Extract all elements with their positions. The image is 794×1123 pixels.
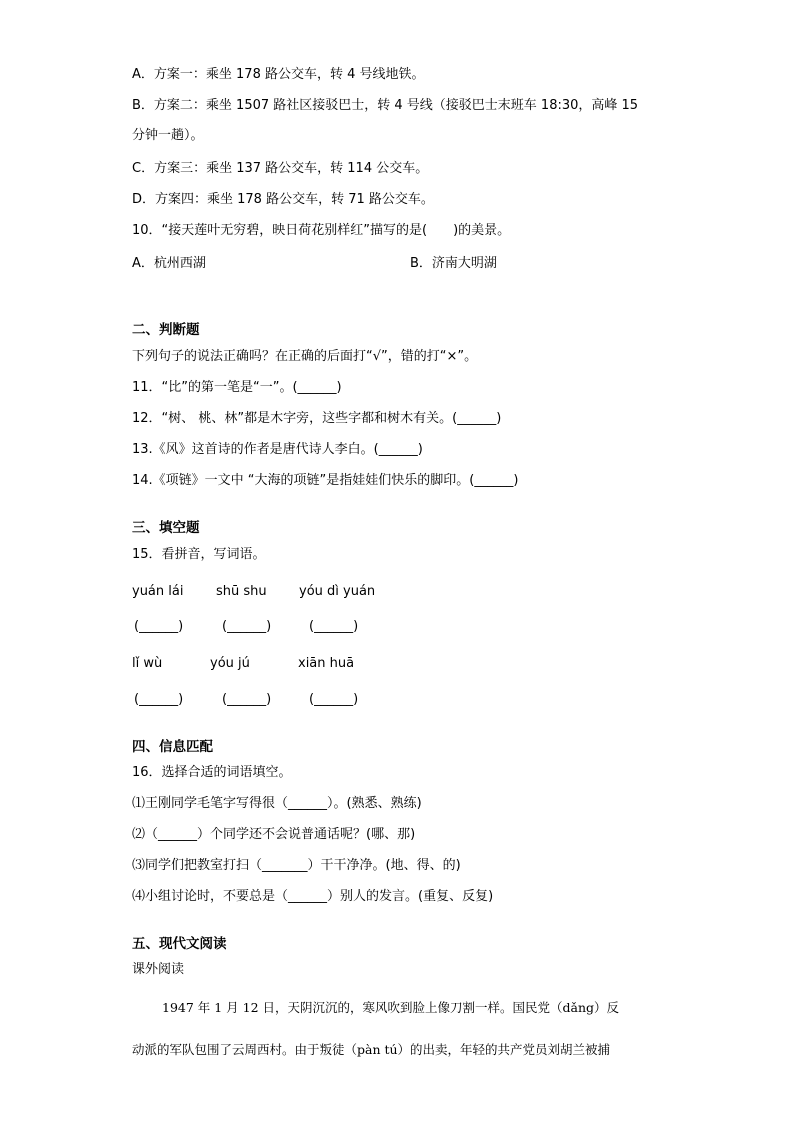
question-15: 15．看拼音，写词语。 bbox=[132, 547, 266, 562]
q10-option-a: A．杭州西湖 bbox=[132, 256, 206, 271]
answer-blank[interactable]: (______) bbox=[222, 619, 272, 634]
question-16-2: ⑵（______）个同学还不会说普通话呢？(哪、那) bbox=[132, 827, 416, 842]
option-a: A．方案一：乘坐 178 路公交车，转 4 号线地铁。 bbox=[132, 67, 425, 82]
section-3-heading: 三、填空题 bbox=[132, 520, 200, 536]
pinyin-item: xiān huā bbox=[298, 656, 355, 671]
pinyin-item: yóu jú bbox=[210, 656, 250, 671]
question-13: 13.《风》这首诗的作者是唐代诗人李白。(______) bbox=[132, 442, 423, 457]
answer-blank[interactable]: (______) bbox=[134, 619, 184, 634]
section-4-heading: 四、信息匹配 bbox=[132, 739, 213, 755]
pinyin-item: shū shu bbox=[216, 584, 267, 599]
question-16-3: ⑶同学们把教室打扫（_______）干干净净。(地、得、的) bbox=[132, 858, 461, 873]
answer-blank[interactable]: (______) bbox=[309, 692, 359, 707]
q10-option-b: B．济南大明湖 bbox=[410, 256, 497, 271]
question-11: 11．“比”的第一笔是“一”。(______) bbox=[132, 380, 342, 395]
section-5-heading: 五、现代文阅读 bbox=[132, 936, 227, 952]
question-14: 14.《项链》一文中 “大海的项链”是指娃娃们快乐的脚印。(______) bbox=[132, 473, 519, 488]
question-16-1: ⑴王刚同学毛笔字写得很（______）。(熟悉、熟练) bbox=[132, 796, 422, 811]
option-d: D．方案四：乘坐 178 路公交车，转 71 路公交车。 bbox=[132, 192, 434, 207]
question-16-4: ⑷小组讨论时，不要总是（______）别人的发言。(重复、反复) bbox=[132, 889, 494, 904]
answer-blank[interactable]: (______) bbox=[222, 692, 272, 707]
question-12: 12．“树、 桃、林”都是木字旁，这些字都和树木有关。(______) bbox=[132, 411, 502, 426]
question-16: 16．选择合适的词语填空。 bbox=[132, 765, 292, 780]
pinyin-item: yuán lái bbox=[132, 584, 184, 599]
reading-paragraph-line2: 动派的军队包围了云周西村。由于叛徒（pàn tú）的出卖，年轻的共产党员刘胡兰被捕 bbox=[132, 1042, 611, 1057]
answer-blank[interactable]: (______) bbox=[309, 619, 359, 634]
section-2-heading: 二、判断题 bbox=[132, 322, 200, 338]
question-10: 10．“接天莲叶无穷碧，映日荷花别样红”描写的是( )的美景。 bbox=[132, 223, 511, 238]
pinyin-item: yóu dì yuán bbox=[299, 584, 376, 599]
section-2-instruction: 下列句子的说法正确吗？在正确的后面打“√”，错的打“×”。 bbox=[132, 349, 478, 364]
section-5-subheading: 课外阅读 bbox=[132, 962, 185, 977]
option-b-line2: 分钟一趟）。 bbox=[132, 128, 204, 143]
pinyin-item: lǐ wù bbox=[132, 656, 163, 671]
option-b-line1: B．方案二：乘坐 1507 路社区接驳巴士，转 4 号线（接驳巴士末班车 18:30，高峰 15 bbox=[132, 98, 639, 113]
reading-paragraph-line1: 1947 年 1 月 12 日，天阴沉沉的，寒风吹到脸上像刀割一样。国民党（dǎng）反 bbox=[162, 1000, 620, 1015]
answer-blank[interactable]: (______) bbox=[134, 692, 184, 707]
option-c: C．方案三：乘坐 137 路公交车，转 114 公交车。 bbox=[132, 161, 429, 176]
